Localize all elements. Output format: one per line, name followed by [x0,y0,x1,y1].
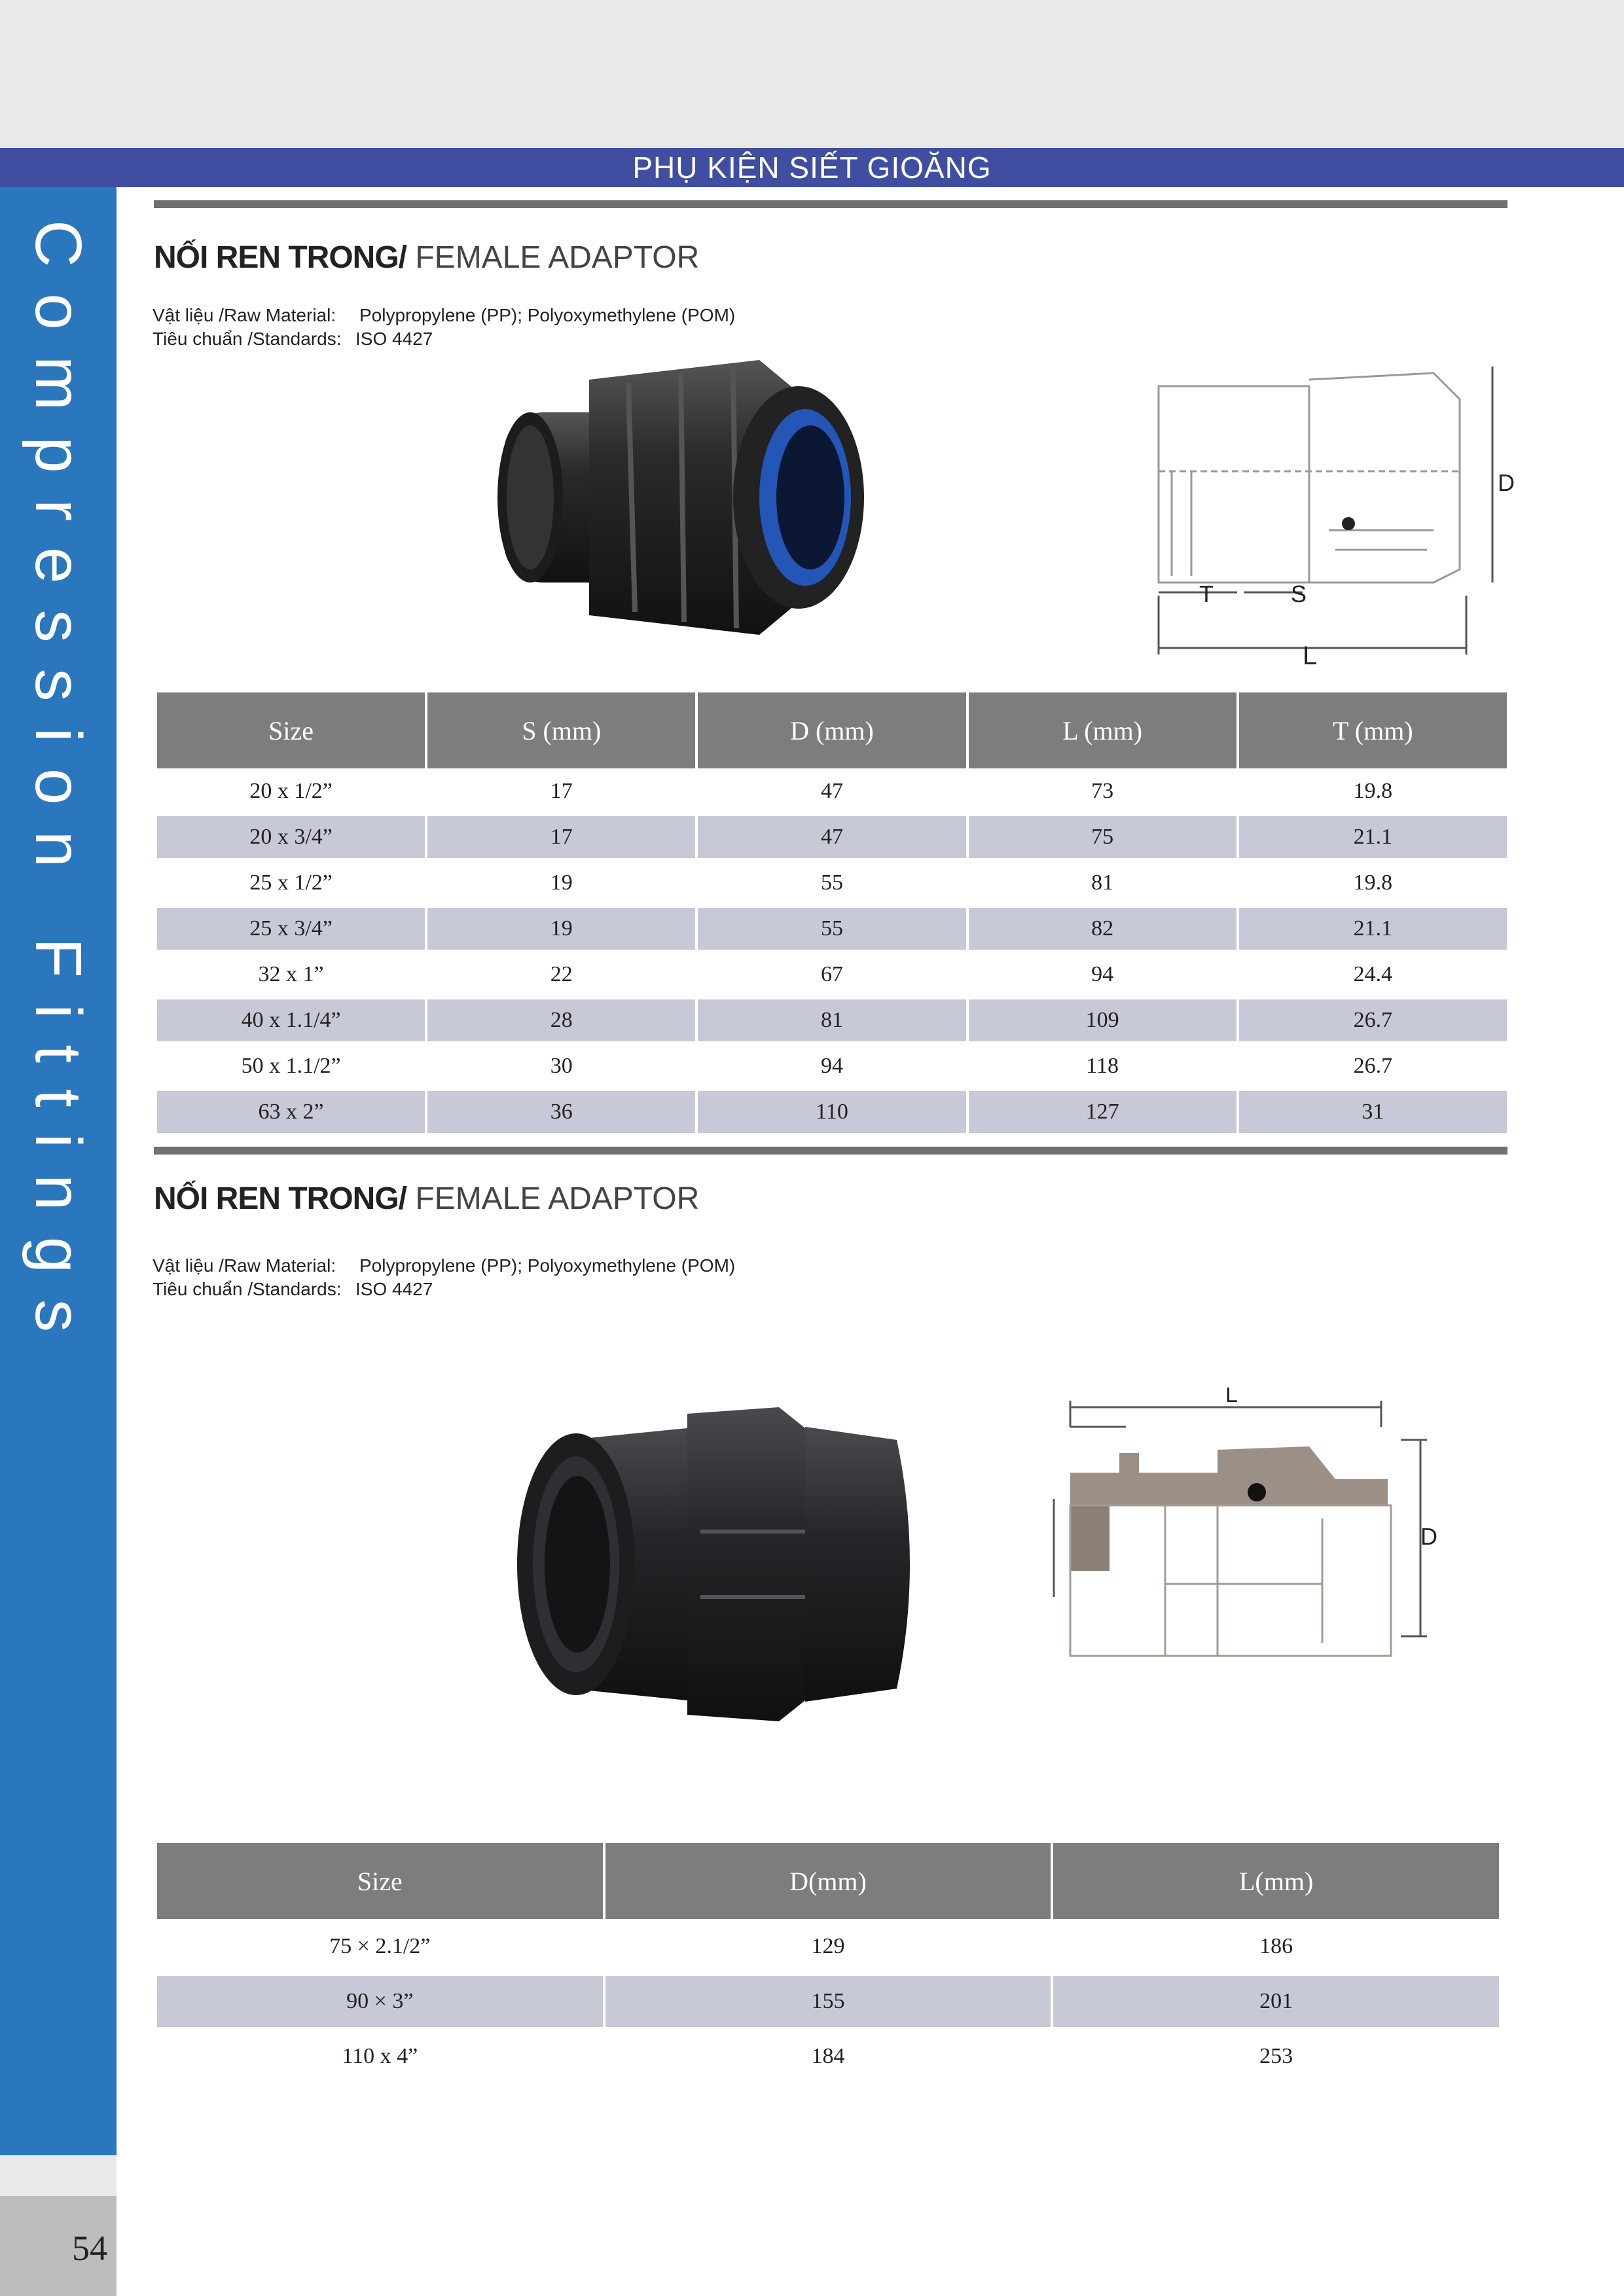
cell: 73 [969,768,1236,814]
cell: 25 x 3/4” [157,906,425,952]
sidebar-vertical-title: Compression Fittings [22,220,95,1359]
cell: 19.8 [1239,860,1507,906]
cell: 47 [698,814,965,860]
page-number-box [0,2196,117,2296]
drawing-label-t: T [1199,581,1214,607]
table-row [157,2029,1499,2084]
cell: 186 [1053,1919,1499,1974]
table-header: Size [157,1843,603,1919]
drawing-label-s: S [1291,581,1307,607]
cell: 17 [427,814,695,860]
section-rule [154,1147,1507,1155]
table-row [157,1974,1499,2029]
cell: 127 [969,1089,1236,1135]
table-header: S (mm) [427,692,695,768]
cell: 55 [698,860,965,906]
cell: 90 × 3” [157,1974,603,2029]
cell: 155 [605,1974,1051,2029]
cell: 28 [427,997,695,1043]
spec-label: Vật liệu /Raw Material: [153,305,336,325]
cell: 31 [1239,1089,1507,1135]
spec-value: Polypropylene (PP); Polyoxymethylene (POM) [359,1255,736,1276]
cell: 40 x 1.1/4” [157,997,425,1043]
cell: 63 x 2” [157,1089,425,1135]
table-row [157,814,1507,860]
cell: 75 [969,814,1236,860]
cell: 21.1 [1239,814,1507,860]
cell: 36 [427,1089,695,1135]
cell: 253 [1053,2029,1499,2084]
cell: 94 [698,1043,965,1089]
table-row [157,997,1507,1043]
cell: 94 [969,952,1236,997]
table-header: T (mm) [1239,692,1507,768]
cell: 81 [698,997,965,1043]
drawing-label-d: D [1498,469,1515,496]
spec-standard [153,1278,433,1301]
cell: 55 [698,906,965,952]
female-adaptor-large-photo [504,1401,936,1728]
drawing-label-l: L [1303,641,1318,668]
spec-table-1 [154,692,1509,1135]
table-header-row [157,1843,1499,1919]
spec-value: ISO 4427 [355,1279,433,1299]
top-band [0,0,1624,148]
cell: 21.1 [1239,906,1507,952]
cell: 81 [969,860,1236,906]
drawing-label-l: L [1225,1388,1238,1407]
spec-value: Polypropylene (PP); Polyoxymethylene (POM) [359,305,736,325]
cell: 25 x 1/2” [157,860,425,906]
spec-table-2 [154,1843,1502,2084]
spec-label: Vật liệu /Raw Material: [153,1255,336,1276]
sidebar-footer-band [0,2155,117,2196]
cell: 32 x 1” [157,952,425,997]
table-header: L (mm) [969,692,1236,768]
heading-vi: NỐI REN TRONG/ [154,240,407,275]
table-header: L(mm) [1053,1843,1499,1919]
table-header: D (mm) [698,692,965,768]
cell: 22 [427,952,695,997]
table-header: Size [157,692,425,768]
cell: 30 [427,1043,695,1089]
cell: 24.4 [1239,952,1507,997]
cell: 110 [698,1089,965,1135]
spec-material [153,1254,735,1278]
cell: 17 [427,768,695,814]
spec-label: Tiêu chuẩn /Standards: [153,329,342,349]
cell: 47 [698,768,965,814]
cell: 26.7 [1239,1043,1507,1089]
drawing-label-d: D [1420,1523,1437,1550]
cell: 118 [969,1043,1236,1089]
female-adaptor-large-drawing [1047,1388,1479,1662]
cell: 20 x 1/2” [157,768,425,814]
cell: 19 [427,860,695,906]
heading-en: FEMALE ADAPTOR [406,240,700,275]
spec-material [153,304,735,327]
table-row [157,1043,1507,1089]
cell: 184 [605,2029,1051,2084]
cell: 82 [969,906,1236,952]
table-row [157,1919,1499,1974]
section-heading [154,1181,699,1217]
cell: 109 [969,997,1236,1043]
cell: 110 x 4” [157,2029,603,2084]
table-header: D(mm) [605,1843,1051,1919]
page-title: PHỤ KIỆN SIẾT GIOĂNG [0,148,1624,187]
spec-label: Tiêu chuẩn /Standards: [153,1279,342,1299]
female-adaptor-drawing [1152,360,1538,668]
female-adaptor-photo [484,353,877,641]
spec-standard [153,327,433,351]
cell: 50 x 1.1/2” [157,1043,425,1089]
heading-vi: NỐI REN TRONG/ [154,1181,407,1216]
table-row [157,768,1507,814]
heading-en: FEMALE ADAPTOR [406,1181,700,1216]
table-row [157,952,1507,997]
table-row [157,1089,1507,1135]
table-row [157,860,1507,906]
cell: 129 [605,1919,1051,1974]
cell: 20 x 3/4” [157,814,425,860]
spec-value: ISO 4427 [355,329,433,349]
cell: 26.7 [1239,997,1507,1043]
table-row [157,906,1507,952]
cell: 75 × 2.1/2” [157,1919,603,1974]
cell: 67 [698,952,965,997]
cell: 19.8 [1239,768,1507,814]
section-rule [154,200,1507,208]
page-number: 54 [72,2229,107,2268]
table-header-row [157,692,1507,768]
cell: 201 [1053,1974,1499,2029]
section-heading [154,240,699,276]
cell: 19 [427,906,695,952]
